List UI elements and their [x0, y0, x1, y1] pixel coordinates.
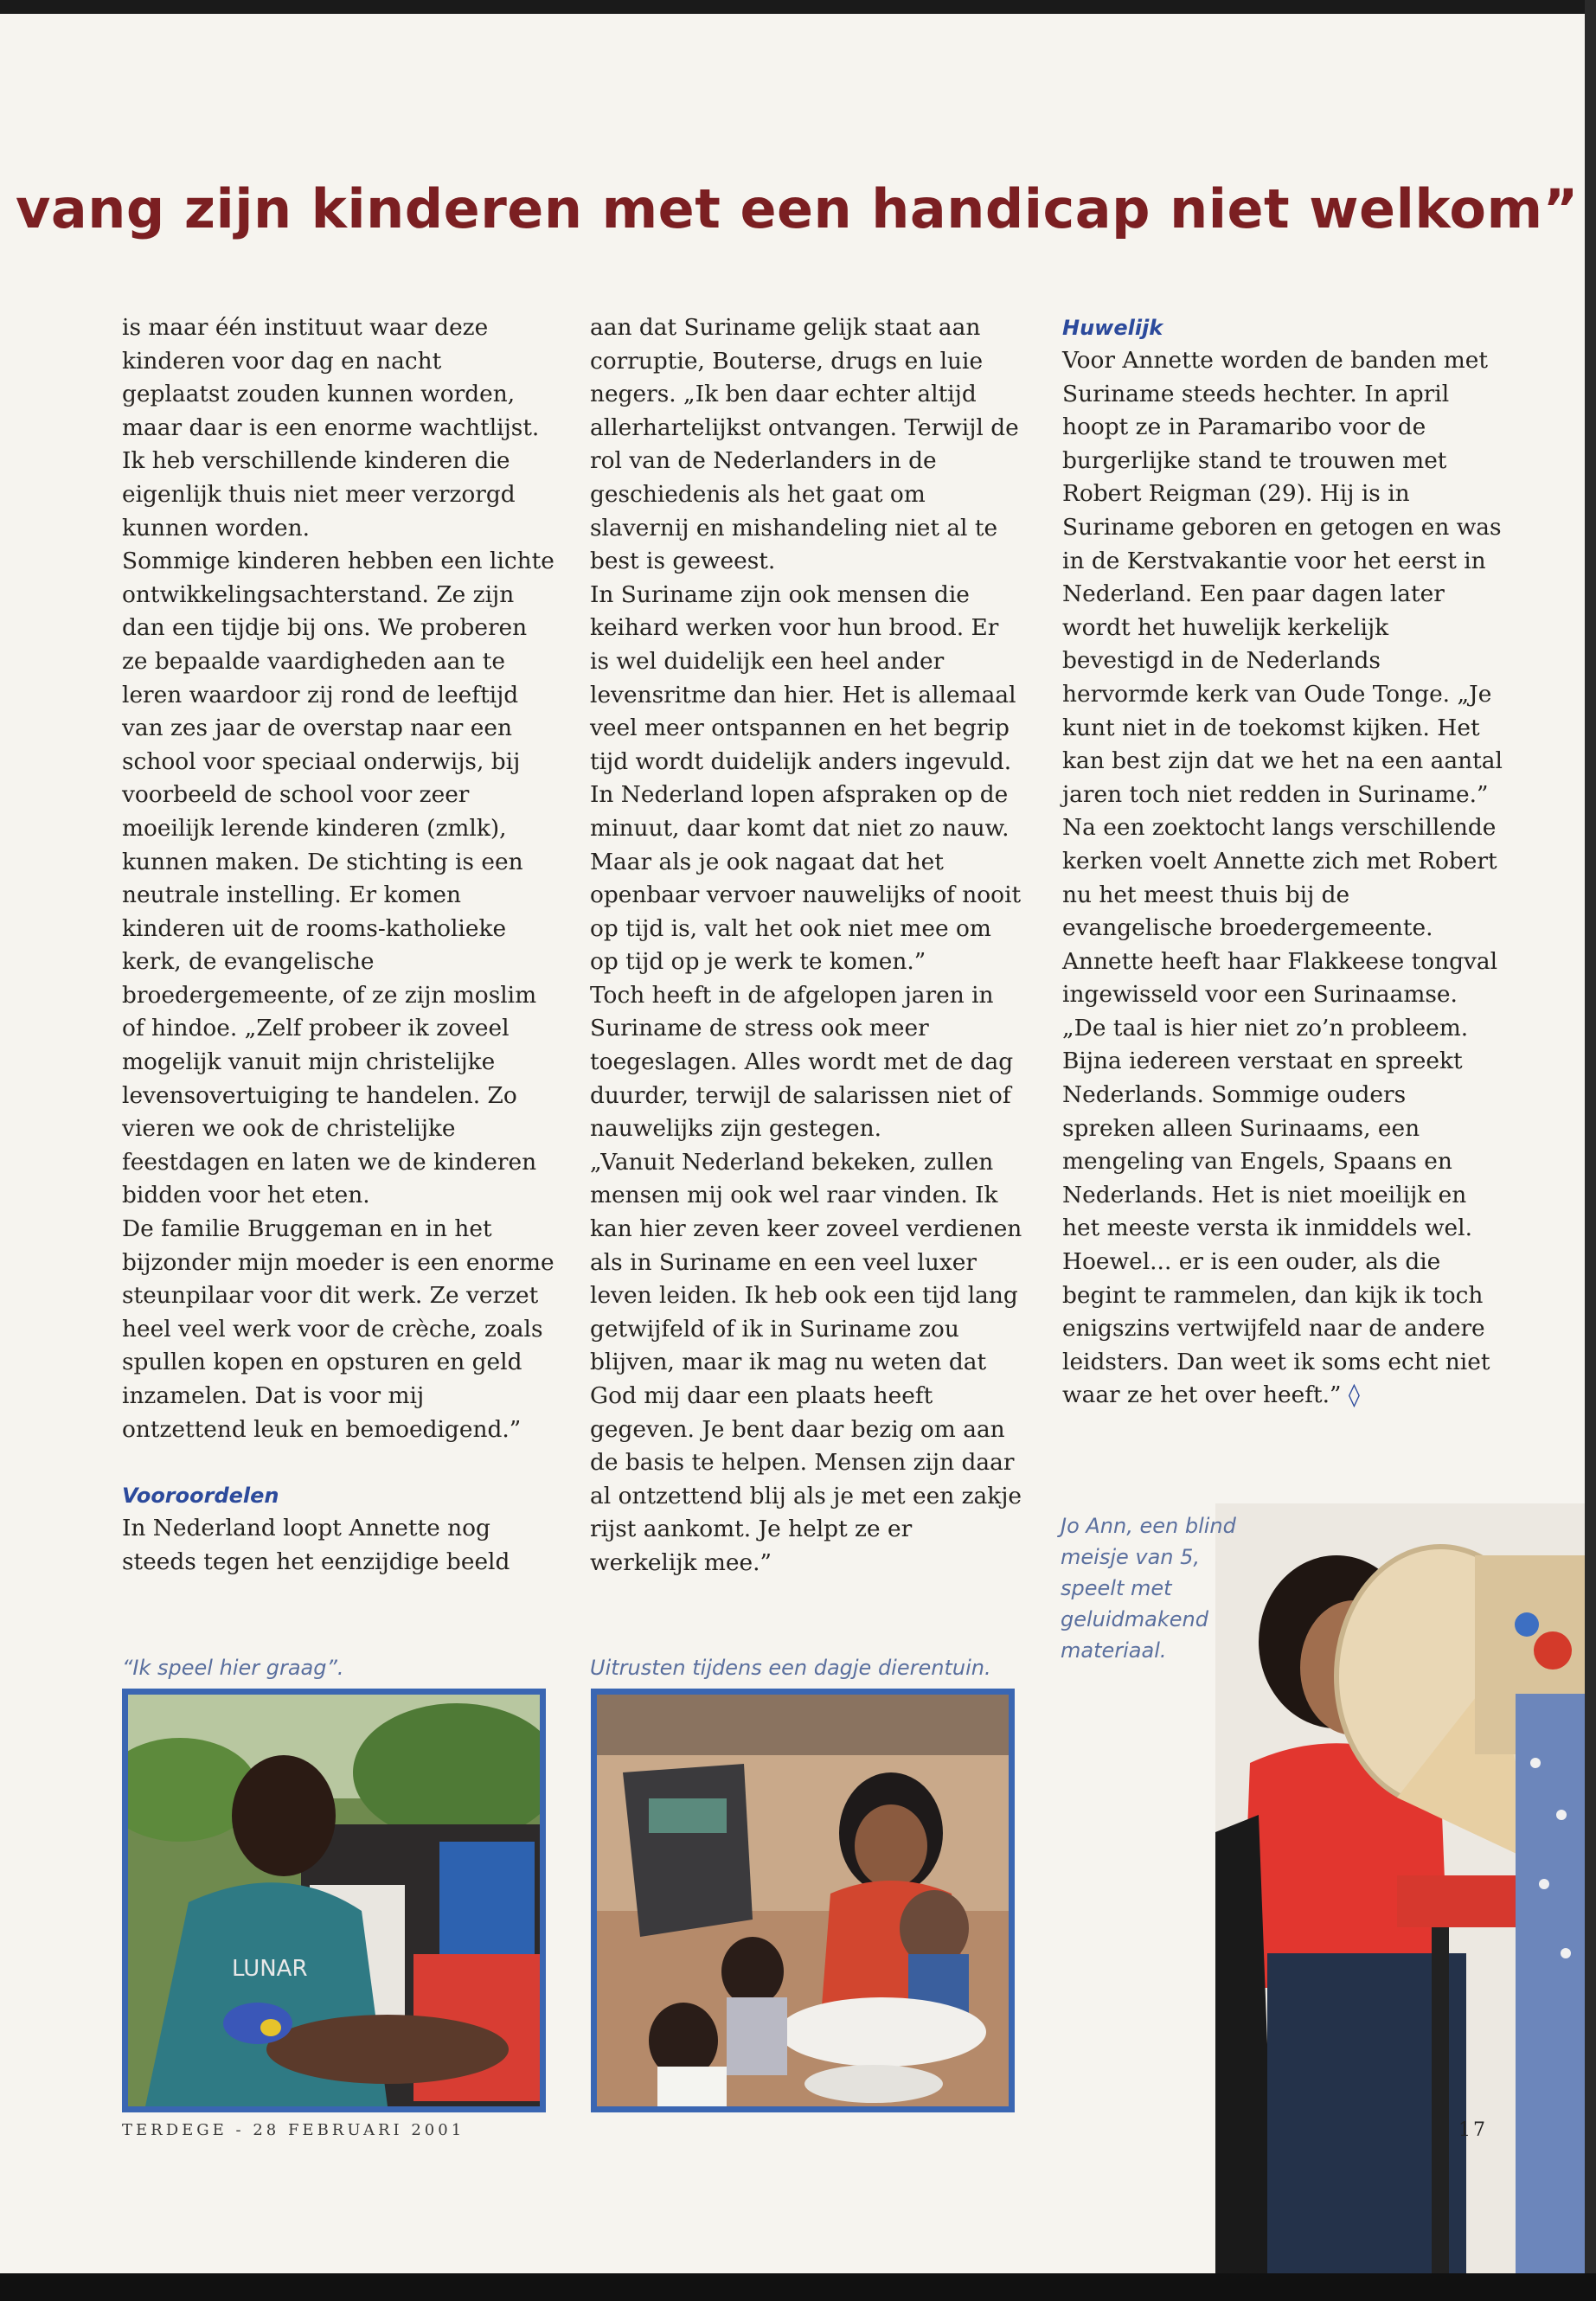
article-headline: vang zijn kinderen met een handicap niet welkom”	[16, 177, 1579, 240]
text-column-3	[1062, 311, 1503, 1413]
bottom-edge	[0, 2273, 1596, 2301]
photo-boy-illustration	[128, 1695, 540, 2106]
photo-caption-1: “Ik speel hier graag”.	[122, 1656, 344, 1680]
right-edge	[1585, 0, 1596, 2301]
top-edge	[0, 0, 1596, 14]
photo-caption-3: Jo Ann, een blind meisje van 5, speelt met geluidmakend materiaal.	[1061, 1514, 1236, 1663]
end-mark: ◊	[1348, 1381, 1360, 1409]
subheading-vooroordelen: Vooroordelen	[122, 1484, 279, 1509]
paragraph: aan dat Suriname gelijk staat aan corruptie, Bouterse, drugs en luie negers. „Ik ben daar echter altijd allerhartelijkst ontvangen. Terwijl de rol van de Nederlanders in de geschiedenis als het gaat om slavernij en mishandeling niet al te best is geweest.	[590, 314, 1019, 575]
paragraph: In Suriname zijn ook mensen die keihard werken voor hun brood. Er is wel duidelijk een heel ander levensritme dan hier. Het is allemaal veel meer ontspannen en het begrip tijd wordt duidelijk anders ingevuld. In Nederland lopen afspraken op de minuut, daar komt dat niet zo nauw. Maar als je ook nagaat dat het openbaar vervoer nauwelijks of nooit op tijd is, valt het ook niet mee om op tijd op je werk te komen.”	[590, 580, 1022, 976]
photo-zoo-rest	[591, 1689, 1015, 2112]
shirt-text: LUNAR	[232, 1956, 308, 1982]
paragraph: is maar één instituut waar deze kinderen voor dag en nacht geplaatst zouden kunnen worden, maar daar is een enorme wachtlijst. Ik heb verschillende kinderen die eigenlijk thuis niet meer verzorgd kunnen worden.	[122, 314, 540, 542]
text-column-2	[590, 311, 1022, 1580]
photo-blind-girl	[1215, 1503, 1585, 2273]
photo-zoo-illustration	[597, 1695, 1009, 2106]
paragraph	[1062, 945, 1503, 1413]
paragraph-text: Annette heeft haar Flakkeese tongval ingewisseld voor een Surinaamse. „De taal is hier niet zo’n probleem. Bijna iedereen verstaat en spreekt Nederlands. Sommige ouders spreken alleen Surinaams, een mengeling van Engels, Spaans en Nederlands. Het is niet moeilijk en het meeste versta ik inmiddels wel. Hoewel... er is een ouder, als die begint te rammelen, dan kijk ik toch enigszins vertwijfeld naar de andere leidsters. Dan weet ik soms echt niet waar ze het over heeft.”	[1062, 947, 1498, 1409]
page-number: 17	[1458, 2119, 1488, 2141]
paragraph: Toch heeft in de afgelopen jaren in Suriname de stress ook meer toegeslagen. Alles wordt met de dag duurder, terwijl de salarissen niet of nauwelijks zijn gestegen.	[590, 981, 1014, 1143]
paragraph: „Vanuit Nederland bekeken, zullen mensen mij ook wel raar vinden. Ik kan hier zeven keer zoveel verdienen als in Suriname en een veel luxer leven leiden. Ik heb ook een tijd lang getwijfeld of ik in Suriname zou blijven, maar ik mag nu weten dat God mij daar een plaats heeft gegeven. Je bent daar bezig om aan de basis te helpen. Mensen zijn daar al ontzettend blij als je met een zakje rijst aankomt. Je helpt ze er werkelijk mee.”	[590, 1148, 1022, 1576]
paragraph: In Nederland loopt Annette nog steeds tegen het eenzijdige beeld	[122, 1515, 510, 1575]
subheading-huwelijk: Huwelijk	[1062, 316, 1163, 340]
magazine-footer: TERDEGE - 28 FEBRUARI 2001	[122, 2121, 465, 2139]
paragraph: Voor Annette worden de banden met Suriname steeds hechter. In april hoopt ze in Paramaribo voor de burgerlijke stand te trouwen met Robert Reigman (29). Hij is in Suriname geboren en getogen en was in de Kerstvakantie voor het eerst in Nederland. Een paar dagen later wordt het huwelijk kerkelijk bevestigd in de Nederlands hervormde kerk van Oude Tonge. „Je kunt niet in de toekomst kijken. Het kan best zijn dat we het na een aantal jaren toch niet redden in Suriname.” Na een zoektocht langs verschillende kerken voelt Annette zich met Robert nu het meest thuis bij de evangelische broedergemeente.	[1062, 347, 1503, 942]
paragraph: De familie Bruggeman en in het bijzonder mijn moeder is een enorme steunpilaar voor dit werk. Ze verzet heel veel werk voor de crèche, zoals spullen kopen en opsturen en geld inzamelen. Dat is voor mij ontzettend leuk en bemoedigend.”	[122, 1215, 554, 1443]
text-column-1	[122, 311, 554, 1579]
photo-girl-illustration	[1215, 1503, 1585, 2273]
photo-caption-2: Uitrusten tijdens een dagje dierentuin.	[590, 1656, 991, 1680]
paragraph: Sommige kinderen hebben een lichte ontwikkelingsachterstand. Ze zijn dan een tijdje bij ons. We proberen ze bepaalde vaardigheden aan te leren waardoor zij rond de leeftijd van zes jaar de overstap naar een school voor speciaal onderwijs, bij voorbeeld de school voor zeer moeilijk lerende kinderen (zmlk), kunnen maken. De stichting is een neutrale instelling. Er komen kinderen uit de rooms-katholieke kerk, de evangelische broedergemeente, of ze zijn moslim of hindoe. „Zelf probeer ik zoveel mogelijk vanuit mijn christelijke levensovertuiging te handelen. Zo vieren we ook de christelijke feestdagen en laten we de kinderen bidden voor het eten.	[122, 548, 554, 1209]
photo-boy-playing	[122, 1689, 546, 2112]
